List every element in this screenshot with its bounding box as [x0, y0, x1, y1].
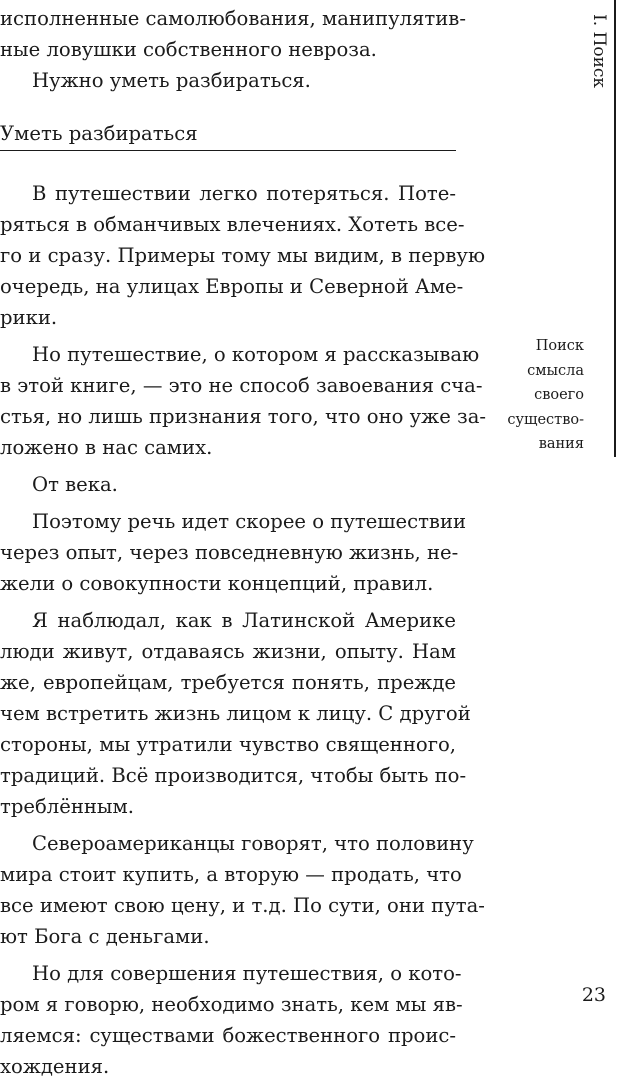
text-line: стья, но лишь признания того, что оно уже за-	[0, 405, 487, 428]
margin-note-line: вания	[538, 436, 584, 452]
text-line: хождения.	[0, 1055, 110, 1078]
text-line: От века.	[32, 473, 118, 496]
text-line: ром я говорю, необходимо знать, кем мы яв-	[0, 993, 463, 1016]
margin-note-line: своего	[534, 387, 584, 403]
text-line: в этой книге, — это не способ завоевания сча-	[0, 374, 483, 397]
chapter-tab: I. Поиск	[589, 14, 609, 89]
text-line: стороны, мы утратили чувство священного,	[0, 733, 456, 756]
paragraph	[0, 605, 471, 822]
paragraph	[0, 178, 486, 333]
text-line: через опыт, через повседневную жизнь, не-	[0, 541, 459, 564]
text-line: рики.	[0, 306, 58, 329]
margin-note	[484, 334, 584, 457]
margin-rule	[614, 0, 616, 457]
text-line: Североамериканцы говорят, что половину	[32, 832, 474, 855]
paragraph	[0, 828, 485, 952]
text-line: Но для совершения путешествия, о кото-	[32, 962, 462, 985]
text-line: же, европейцам, требуется понять, прежде	[0, 671, 456, 694]
text-line: В путешествии легко потеряться. Поте-	[32, 182, 456, 205]
text-line: жели о совокупности концепций, правил.	[0, 572, 434, 595]
text-line: ные ловушки собственного невроза.	[0, 38, 377, 61]
text-line: Нужно уметь разбираться.	[32, 69, 311, 92]
margin-note-line: существо-	[507, 411, 584, 428]
paragraph	[0, 469, 456, 500]
text-line: ют Бога с деньгами.	[0, 925, 210, 948]
text-line: традиций. Всё производится, чтобы быть по-	[0, 764, 467, 787]
paragraph	[0, 506, 467, 599]
text-line: ляемся: существами божественного проис-	[0, 1024, 456, 1047]
text-line: все имеют свою цену, и т.д. По сути, они пута-	[0, 894, 485, 917]
paragraph	[0, 339, 487, 463]
margin-note-line: Поиск	[535, 338, 584, 354]
page-number: 23	[581, 984, 606, 1006]
section-heading: Уметь разбираться	[0, 118, 456, 151]
text-line: Поэтому речь идет скорее о путешествии	[32, 510, 467, 533]
margin-note-line: смысла	[527, 362, 584, 379]
text-line: ряться в обманчивых влечениях. Хотеть все-	[0, 213, 465, 236]
text-line: чем встретить жизнь лицом к лицу. С другой	[0, 702, 471, 725]
text-line: люди живут, отдаваясь жизни, опыту. Нам	[0, 640, 456, 663]
text-line: Я наблюдал, как в Латинской Америке	[32, 609, 456, 632]
top-text	[0, 3, 466, 96]
text-line: ложено в нас самих.	[0, 436, 213, 459]
paragraph	[0, 958, 463, 1082]
text-line: го и сразу. Примеры тому мы видим, в первую	[0, 244, 486, 267]
text-line: треблённым.	[0, 795, 134, 818]
body-text	[0, 178, 487, 1088]
text-line: мира стоит купить, а вторую — продать, что	[0, 863, 462, 886]
text-line: очередь, на улицах Европы и Северной Аме-	[0, 275, 464, 298]
text-line: исполненные самолюбования, манипулятив-	[0, 7, 466, 30]
text-line: Но путешествие, о котором я рассказываю	[32, 343, 480, 366]
